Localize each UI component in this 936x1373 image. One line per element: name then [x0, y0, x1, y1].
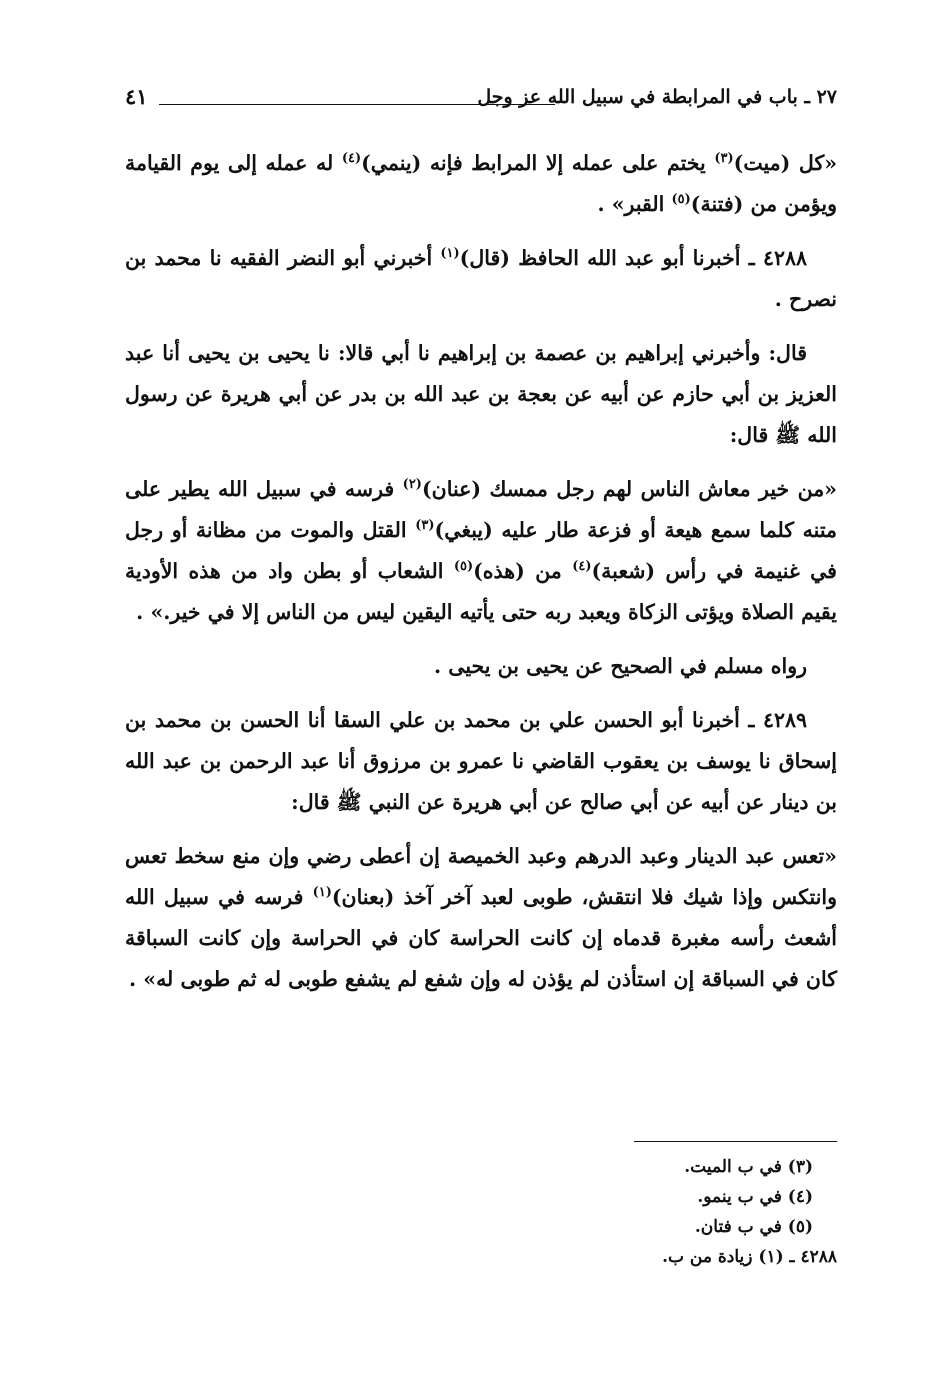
chapter-title: ٢٧ ـ باب في المرابطة في سبيل الله عز وجل	[477, 86, 837, 108]
text-segment: قال: وأخبرني إبراهيم بن عصمة بن إبراهيم نا أبي قالا: نا يحيى بن يحيى أنا عبد العزيز بن أبي حازم عن أبيه عن بعجة بن عبد الله بن بدر عن أبي هريرة عن رسول الله ﷺ قال:	[125, 341, 837, 447]
footnote-marker: (١)	[312, 885, 332, 901]
paragraph-narration-4288	[125, 238, 837, 320]
paragraph-hadith-text-1	[125, 143, 837, 225]
main-text	[125, 143, 837, 1013]
footnote-marker: (٣)	[714, 151, 734, 167]
text-segment: فرسه في سبيل الله أشعث رأسه مغبرة قدماه إن كانت الحراسة كان في الحراسة وإن كانت السباقة كان في السباقة إن استأذن لم يؤذن له وإن شفع لم يشفع طوبى له ثم طوبى له» .	[125, 885, 837, 991]
footnote-marker: (٥)	[453, 559, 474, 575]
text-segment: الشعاب أو بطن واد من هذه الأودية يقيم الصلاة ويؤتى الزكاة ويعبد ربه حتى يأتيه اليقين ليس من الناس إلا في خير.» .	[125, 559, 837, 624]
paragraph-chain-of-narrators	[125, 333, 837, 456]
text-segment: له عمله إلى يوم القيامة ويؤمن من (فتنة)	[125, 151, 837, 216]
text-segment: القتل والموت من مظانة أو رجل في غنيمة في رأس (شعبة)	[125, 518, 837, 583]
footnote-3: (٣) في ب الميت.	[684, 1157, 813, 1177]
paragraph-source-note	[125, 646, 837, 687]
footnote-marker: (٢)	[402, 477, 422, 493]
text-segment: أخبرني أبو النضر الفقيه نا محمد بن نصرح .	[125, 246, 837, 311]
footnotes-rule	[634, 1141, 837, 1142]
text-segment: «من خير معاش الناس لهم رجل ممسك (عنان)	[421, 477, 837, 501]
footnote-4: (٤) في ب ينمو.	[697, 1187, 813, 1207]
footnote-marker: (٤)	[572, 559, 592, 575]
text-segment: القبر» .	[597, 192, 672, 216]
paragraph-hadith-text-3	[125, 836, 837, 1000]
footnote-4288-1: ٤٢٨٨ ـ (١) زيادة من ب.	[662, 1247, 837, 1267]
paragraph-hadith-text-2	[125, 469, 837, 633]
paragraph-narration-4289	[125, 700, 837, 823]
footnote-5: (٥) في ب فتان.	[694, 1217, 813, 1237]
header-rule	[159, 104, 555, 105]
footnote-marker: (٤)	[341, 151, 362, 167]
text-segment: ٤٢٨٨ ـ أخبرنا أبو عبد الله الحافظ (قال)	[459, 246, 807, 270]
page-number: ٤١	[125, 84, 148, 109]
footnote-marker: (١)	[440, 246, 460, 262]
text-segment: رواه مسلم في الصحيح عن يحيى بن يحيى .	[434, 654, 807, 678]
text-segment: يختم على عمله إلا المرابط فإنه (ينمي)	[361, 151, 715, 175]
text-segment: ٤٢٨٩ ـ أخبرنا أبو الحسن علي بن محمد بن علي السقا أنا الحسن بن محمد بن إسحاق نا يوسف بن يعقوب القاضي نا عمرو بن مرزوق أنا عبد الرحمن بن عبد الله بن دينار عن أبيه عن أبي صالح عن أبي هريرة عن النبي ﷺ قال:	[125, 708, 837, 814]
footnotes	[537, 1152, 837, 1272]
footnote-marker: (٥)	[671, 192, 691, 208]
page-header	[125, 82, 837, 122]
text-segment: «تعس عبد الدينار وعبد الدرهم وعبد الخميصة إن أعطى رضي وإن منع سخط تعس وانتكس وإذا شيك فلا انتقش، طوبى لعبد آخر آخذ (بعنان)	[125, 844, 838, 909]
footnote-marker: (٣)	[415, 518, 435, 534]
text-segment: من (هذه)	[473, 559, 573, 583]
text-segment: «كل (ميت)	[733, 151, 838, 175]
text-segment: فرسه في سبيل الله يطير على متنه كلما سمع هيعة أو فزعة طار عليه (يبغي)	[125, 477, 837, 542]
